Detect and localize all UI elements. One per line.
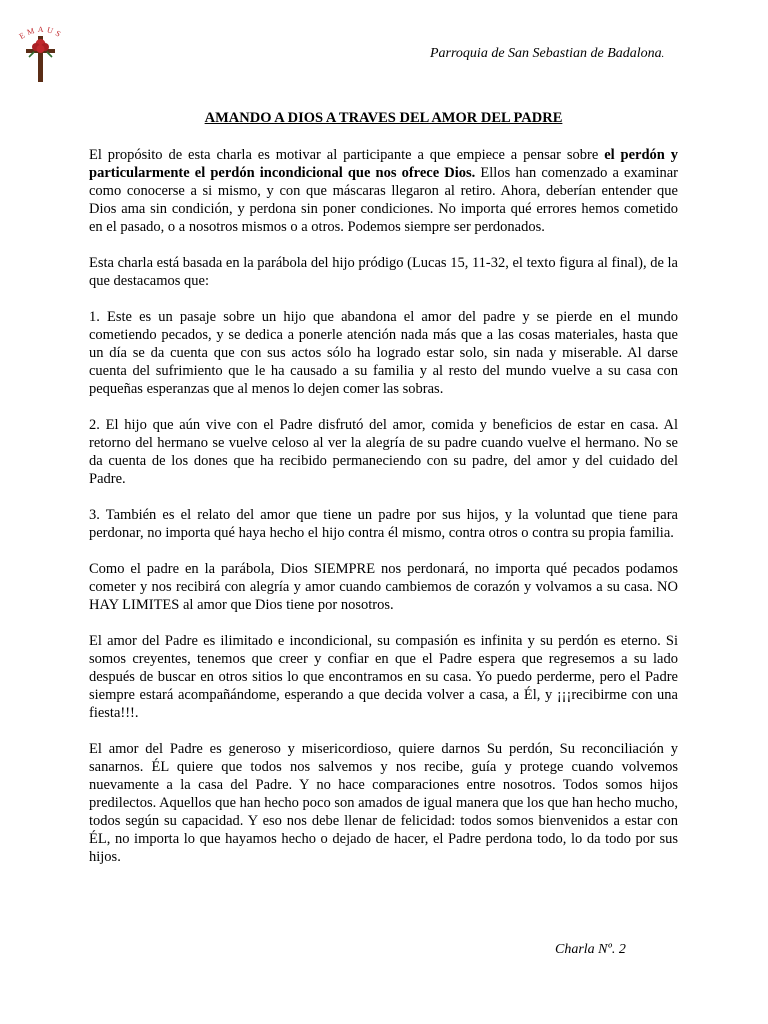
emaus-logo <box>10 22 74 84</box>
paragraph-basis: Esta charla está basada en la parábola del hijo pródigo (Lucas 15, 11-32, el texto figura al final), de la que destacamos que: <box>89 255 678 289</box>
parish-name: Parroquia de San Sebastian de Badalona. <box>430 46 665 61</box>
paragraph-unlimited-love: El amor del Padre es ilimitado e incondicional, su compasión es infinita y su perdón es eterno. Si somos creyentes, tenemos que creer y confiar en que el Padre espera que regresemos a su lado después de buscar en otros sitios lo que encontramos en su casa. Yo puedo perderme, pero el Padre siempre estará acompañándome, esperando a que decida volver a casa, a Él, y ¡¡¡recibirme con una fiesta!!!. <box>89 633 678 721</box>
paragraph-intro: El propósito de esta charla es motivar al participante a que empiece a pensar sobre el perdón y particularmente el perdón incondicional que nos ofrece Dios. Ellos han comenzado a examinar como conocerse a si mismo, y con que máscaras llegaron al retiro. Ahora, deberían entender que Dios ama sin condición, y perdona sin poner condiciones. No importa qué errores hemos cometido en el pasado, o a nosotros mismos o a otros. Podemos siempre ser perdonados. <box>89 147 679 235</box>
paragraph-point-3: 3. También es el relato del amor que tiene un padre por sus hijos, y la voluntad que tiene para perdonar, no importa qué haya hecho el hijo contra él mismo, contra otros o contra su propia familia. <box>89 507 678 541</box>
document-body <box>89 146 678 884</box>
paragraph-point-2: 2. El hijo que aún vive con el Padre disfrutó del amor, comida y beneficios de estar en casa. Al retorno del hermano se vuelve celoso al ver la alegría de su padre cuando vuelve el hermano. No se da cuenta de los dones que ha recibido permaneciendo con su padre, del amor y del cuidado del Padre. <box>89 417 678 487</box>
talk-number: Charla Nº. 2 <box>555 942 626 957</box>
logo-text: EMAUS <box>17 24 65 41</box>
paragraph-generous-love: El amor del Padre es generoso y misericordioso, quiere darnos Su perdón, Su reconciliación y sanarnos. ÉL quiere que todos nos salvemos y nos recibe, guía y protege cuando volvemos nuevamente a la casa del Padre. Y no hace comparaciones entre nosotros. Todos somos hijos predilectos. Aquellos que han hecho poco son amados de igual manera que los que han hecho mucho, todos según su capacidad. Y eso nos debe llenar de felicidad: todos somos bienvenidos a estar con ÉL, no importa lo que hayamos hecho o dejado de hacer, el Padre perdona todo, lo da todo por sus hijos. <box>89 741 678 865</box>
paragraph-always-forgive: Como el padre en la parábola, Dios SIEMPRE nos perdonará, no importa qué pecados podamos cometer y nos recibirá con alegría y amor cuando cambiemos de corazón y volvamos a su casa. NO HAY LIMITES al amor que Dios tiene por nosotros. <box>89 561 678 613</box>
paragraph-point-1: 1. Este es un pasaje sobre un hijo que abandona el amor del padre y se pierde en el mundo cometiendo pecados, y se dedica a ponerle atención nada más que a las cosas materiales, hasta que un día se da cuenta que con sus actos sólo ha logrado estar solo, sin nada y miserable. Al darse cuenta del sufrimiento que le ha causado a su familia y al resto del mundo vuelve a su casa con pequeñas esperanzas que al menos lo dejen comer las sobras. <box>89 309 678 397</box>
page-title: AMANDO A DIOS A TRAVES DEL AMOR DEL PADRE <box>204 110 563 126</box>
